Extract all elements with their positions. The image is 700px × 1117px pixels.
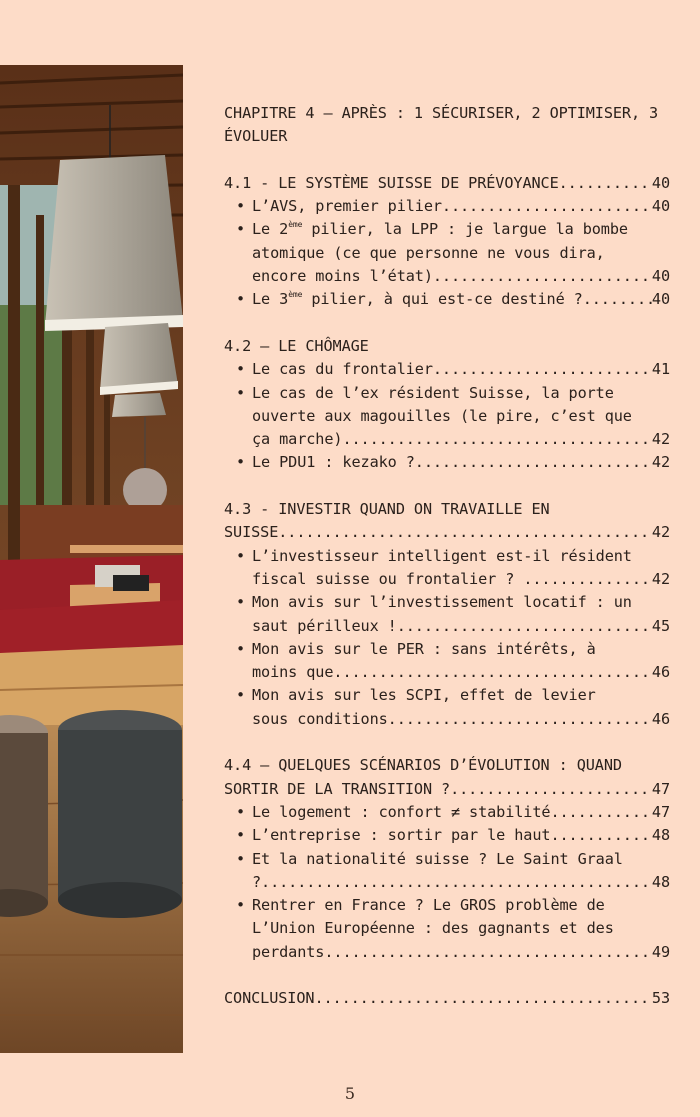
dot-leader	[314, 987, 651, 1010]
section-heading-text: SORTIR DE LA TRANSITION ?	[224, 779, 451, 798]
section-heading-text: 4.3 - INVESTIR QUAND ON TRAVAILLE EN	[224, 500, 550, 519]
toc-conclusion[interactable]	[224, 987, 670, 1010]
toc-section-4-1	[224, 172, 670, 312]
section-heading-text: 4.4 – QUELQUES SCÉNARIOS D’ÉVOLUTION : QUAND	[224, 756, 622, 775]
entry-text: fiscal suisse ou frontalier ?	[252, 569, 524, 588]
entry-text: moins que	[252, 663, 334, 682]
page-ref: 46	[651, 663, 670, 682]
table-of-contents	[224, 102, 670, 1011]
toc-entry[interactable]	[224, 848, 670, 895]
dot-leader	[583, 288, 652, 311]
entry-text: • Et la nationalité suisse ? Le Saint Graal	[252, 849, 623, 868]
entry-text: ?	[252, 872, 262, 891]
page-ref: 42	[651, 453, 670, 472]
entry-text: • Le cas du frontalier	[252, 360, 433, 379]
toc-entry[interactable]	[224, 358, 670, 381]
toc-entry[interactable]	[224, 382, 670, 452]
dot-leader	[433, 358, 652, 381]
dot-leader	[415, 451, 652, 474]
toc-entry[interactable]	[224, 824, 670, 847]
page-ref: 49	[651, 942, 670, 961]
toc-entry[interactable]	[224, 894, 670, 964]
entry-text: • Mon avis sur les SCPI, effet de levier	[252, 686, 596, 705]
toc-entry[interactable]	[224, 638, 670, 685]
chapter-title: CHAPITRE 4 – APRÈS : 1 SÉCURISER, 2 OPTIMISER, 3 ÉVOLUER	[224, 104, 659, 146]
entry-text: ça marche)	[252, 430, 343, 449]
entry-text: perdants	[252, 942, 325, 961]
dot-leader	[388, 708, 652, 731]
dot-leader	[559, 172, 652, 195]
dot-leader	[333, 661, 652, 684]
dot-leader	[342, 428, 651, 451]
toc-entry[interactable]	[224, 288, 670, 311]
dot-leader	[397, 615, 652, 638]
entry-text: sous conditions	[252, 709, 388, 728]
toc-entry[interactable]	[224, 801, 670, 824]
page-ref: 42	[651, 430, 670, 449]
toc-entry[interactable]	[224, 451, 670, 474]
section-heading[interactable]	[224, 172, 670, 195]
toc-entry[interactable]	[224, 684, 670, 731]
entry-text: • Le logement : confort ≠ stabilité	[252, 802, 551, 821]
entry-text: • Le PDU1 : kezako ?	[252, 453, 415, 472]
entry-text: pilier, à qui est-ce destiné ?	[302, 290, 583, 309]
page-ref: 40	[651, 290, 670, 309]
page-ref: 40	[651, 267, 670, 286]
entry-text: saut périlleux !	[252, 616, 397, 635]
toc-entry[interactable]	[224, 218, 670, 288]
entry-text: encore moins l’état)	[252, 267, 433, 286]
entry-text-prefix: Le 3	[252, 290, 289, 309]
entry-text: • Le cas de l’ex résident Suisse, la porte ouverte aux magouilles (le pire, c’est que	[252, 383, 632, 425]
entry-text: • L’entreprise : sortir par le haut	[252, 826, 551, 845]
page-ref: 40	[651, 173, 670, 192]
page-ref: 42	[651, 523, 670, 542]
page-ref: 45	[651, 616, 670, 635]
dot-leader	[278, 521, 652, 544]
page-number: 5	[344, 1084, 356, 1103]
section-heading[interactable]	[224, 754, 670, 801]
section-heading-text: CONCLUSION	[224, 989, 315, 1008]
dot-leader	[442, 195, 652, 218]
section-heading[interactable]: 4.2 – LE CHÔMAGE	[224, 336, 369, 355]
page-ref: 42	[651, 569, 670, 588]
toc-entry[interactable]	[224, 195, 670, 218]
entry-text: • L’investisseur intelligent est-il résident	[252, 546, 632, 565]
page-ref: 47	[651, 802, 670, 821]
page-ref: 53	[651, 989, 670, 1008]
toc-section-4-4	[224, 754, 670, 964]
page-ref: 47	[651, 779, 670, 798]
ordinal-superscript: ème	[288, 220, 303, 230]
entry-text: pilier, la LPP : je largue la bombe atomique (ce que personne ne vous dira,	[252, 220, 628, 262]
dot-leader	[324, 941, 652, 964]
page-ref: 41	[651, 360, 670, 379]
section-heading-text: 4.1 - LE SYSTÈME SUISSE DE PRÉVOYANCE	[224, 173, 559, 192]
toc-section-4-2	[224, 335, 670, 475]
dot-leader	[550, 824, 651, 847]
entry-text-prefix: Le 2	[252, 220, 289, 239]
entry-text: • Mon avis sur le PER : sans intérêts, à	[252, 639, 596, 658]
ordinal-superscript: ème	[288, 290, 303, 300]
interior-photo	[0, 65, 183, 1053]
dot-leader	[433, 265, 652, 288]
page-ref: 46	[651, 709, 670, 728]
page-ref: 48	[651, 872, 670, 891]
entry-text: • L’AVS, premier pilier	[252, 197, 442, 216]
dot-leader	[261, 871, 652, 894]
toc-entry[interactable]	[224, 591, 670, 638]
dot-leader	[550, 801, 651, 824]
dot-leader	[523, 568, 652, 591]
entry-text: • Rentrer en France ? Le GROS problème de L’Union Européenne : des gagnants et des	[252, 896, 614, 938]
section-heading[interactable]	[224, 498, 670, 545]
page-ref: 40	[651, 197, 670, 216]
toc-entry[interactable]	[224, 545, 670, 592]
toc-section-4-3	[224, 498, 670, 731]
dot-leader	[450, 778, 652, 801]
page-ref: 48	[651, 826, 670, 845]
section-heading-text: SUISSE	[224, 523, 279, 542]
entry-text: • Mon avis sur l’investissement locatif : un	[252, 593, 632, 612]
